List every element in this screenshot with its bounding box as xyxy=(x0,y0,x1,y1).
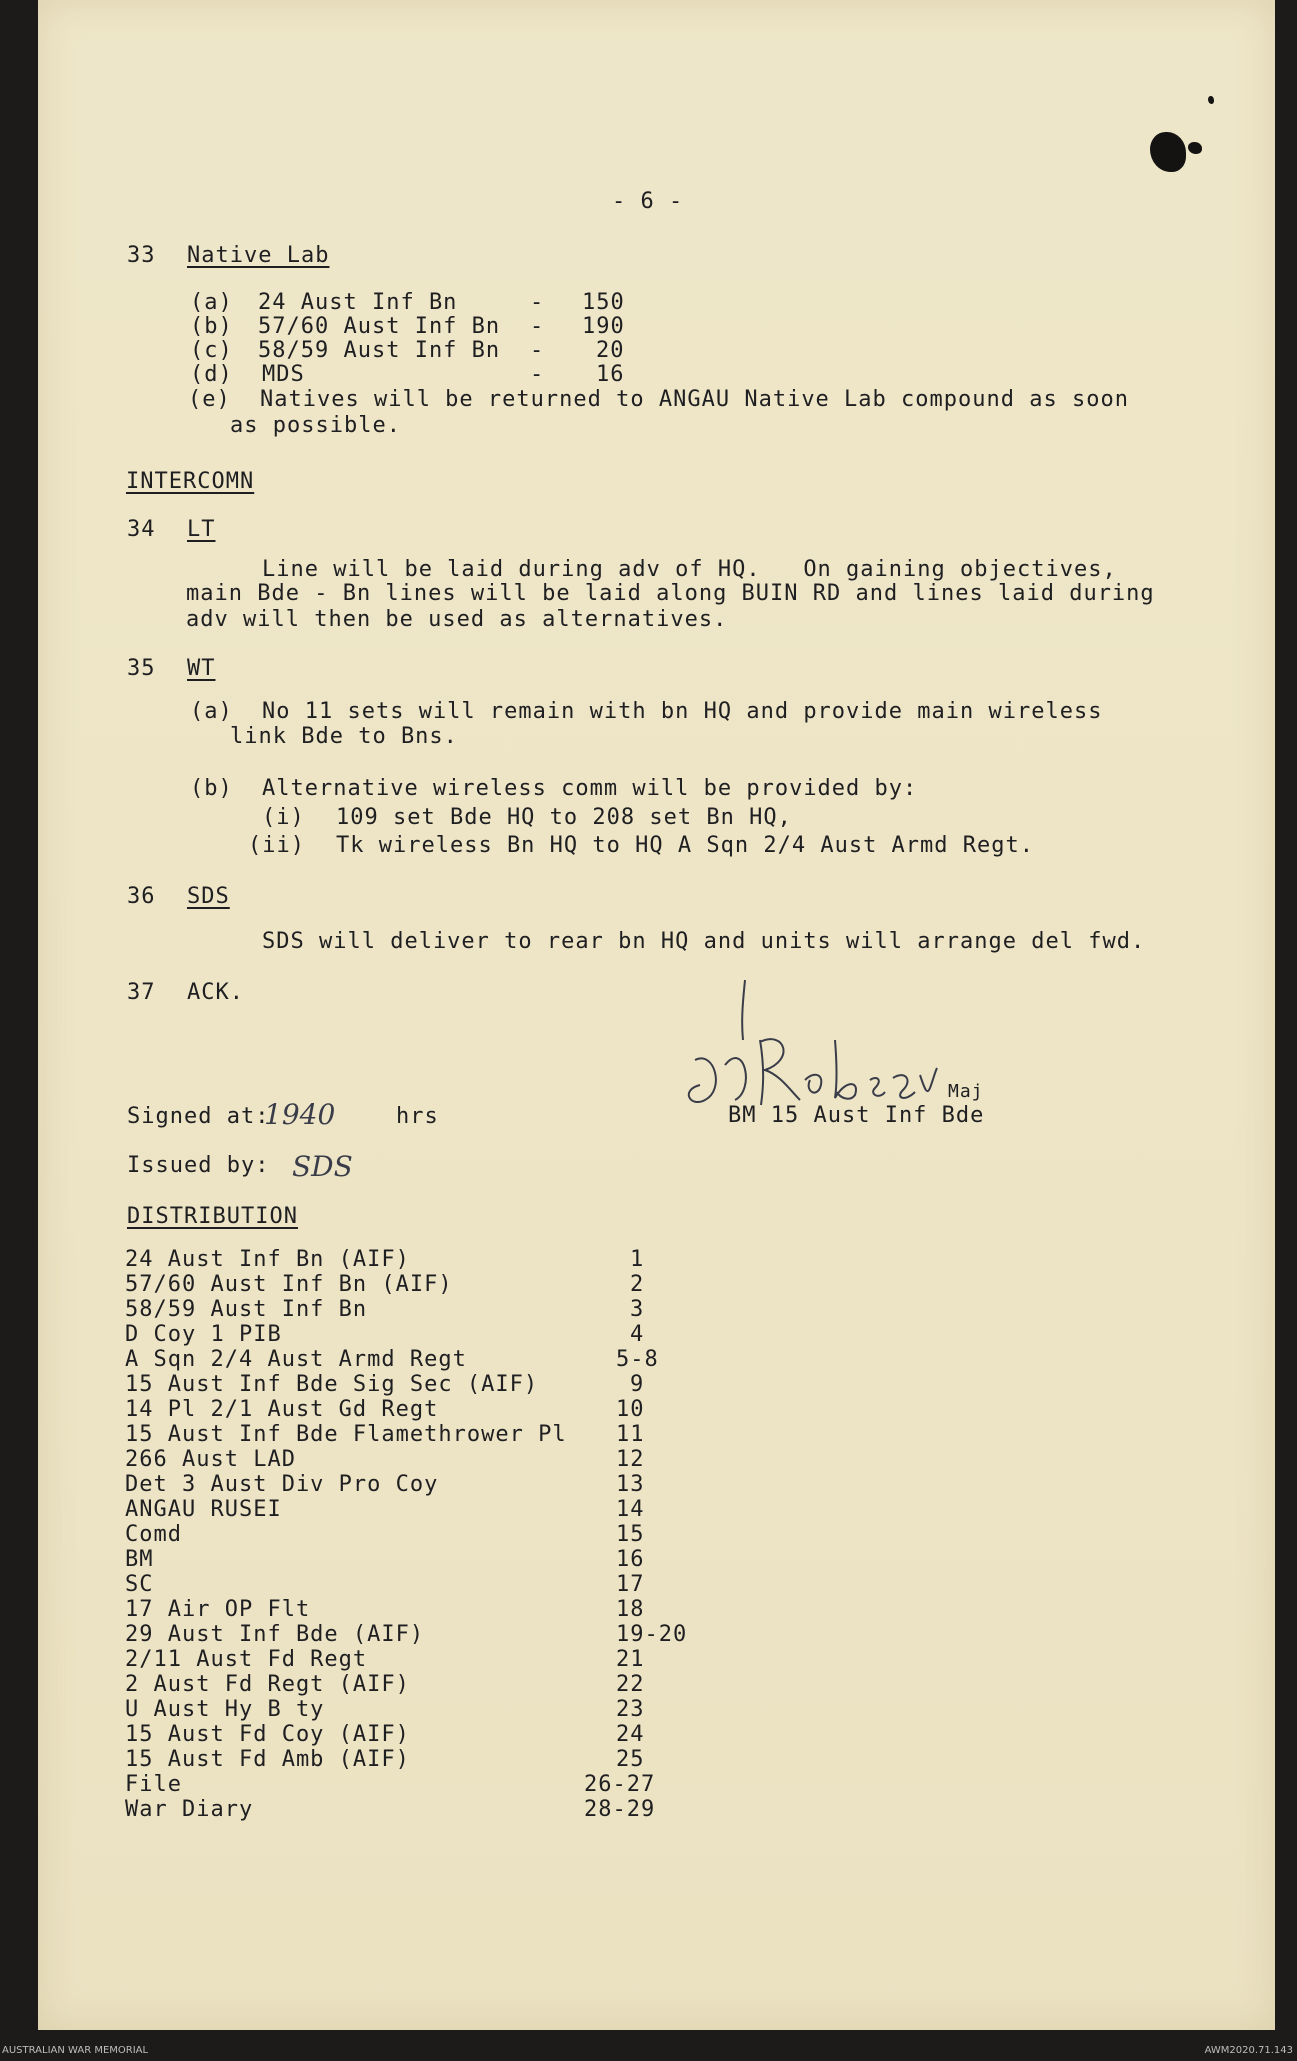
para-33-number: 33 xyxy=(127,243,156,268)
distribution-row-name: 2/11 Aust Fd Regt xyxy=(125,1647,368,1672)
distribution-row-name: 17 Air OP Flt xyxy=(125,1597,311,1622)
para-35-b-label: (b) xyxy=(190,776,233,801)
distribution-heading: DISTRIBUTION xyxy=(127,1204,298,1229)
native-lab-item-qty: 20 xyxy=(596,338,625,363)
distribution-row-copy: 12 xyxy=(616,1447,645,1472)
para-35-b-i-text: 109 set Bde HQ to 208 set Bn HQ, xyxy=(336,805,792,830)
distribution-row-copy: 22 xyxy=(616,1672,645,1697)
distribution-row-copy: 24 xyxy=(616,1722,645,1747)
distribution-row-copy: 26-27 xyxy=(584,1772,656,1797)
native-lab-item-e-line1: Natives will be returned to ANGAU Native Lab compound as soon xyxy=(260,387,1129,412)
para-36-title: SDS xyxy=(187,884,230,909)
distribution-row-name: 266 Aust LAD xyxy=(125,1447,296,1472)
para-34-line1: Line will be laid during adv of HQ. On gaining objectives, xyxy=(262,557,1117,582)
distribution-row-name: 58/59 Aust Inf Bn xyxy=(125,1297,368,1322)
footer-institution: AUSTRALIAN WAR MEMORIAL xyxy=(2,2045,149,2056)
para-37-text: ACK. xyxy=(187,980,244,1005)
distribution-row-copy: 10 xyxy=(616,1397,645,1422)
native-lab-item-unit: 24 Aust Inf Bn xyxy=(258,290,458,315)
para-35-b-text: Alternative wireless comm will be provided by: xyxy=(262,776,918,801)
distribution-row-name: 15 Aust Inf Bde Sig Sec (AIF) xyxy=(125,1372,539,1397)
issued-by-label: Issued by: xyxy=(127,1153,270,1178)
signatory-appointment: BM 15 Aust Inf Bde xyxy=(728,1103,985,1128)
native-lab-item-e-line2: as possible. xyxy=(230,413,401,438)
paper-damage-mark xyxy=(1150,132,1186,172)
para-35-number: 35 xyxy=(127,656,156,681)
distribution-row-copy: 3 xyxy=(630,1297,645,1322)
distribution-row-copy: 25 xyxy=(616,1747,645,1772)
para-34-line2: main Bde - Bn lines will be laid along BUIN RD and lines laid during xyxy=(186,581,1155,606)
native-lab-item-dash: - xyxy=(530,338,545,363)
issued-by-handwritten: SDS xyxy=(292,1150,353,1183)
signatory-rank: Maj xyxy=(948,1081,984,1102)
distribution-row-name: Comd xyxy=(125,1522,182,1547)
native-lab-item-qty: 190 xyxy=(582,314,625,339)
para-36-number: 36 xyxy=(127,884,156,909)
para-35-a-line1: No 11 sets will remain with bn HQ and provide main wireless xyxy=(262,699,1103,724)
para-35-b-ii-text: Tk wireless Bn HQ to HQ A Sqn 2/4 Aust Armd Regt. xyxy=(336,833,1035,858)
para-34-number: 34 xyxy=(127,517,156,542)
para-35-b-ii-label: (ii) xyxy=(248,833,305,858)
native-lab-item-label: (c) xyxy=(190,338,233,363)
paper-damage-mark xyxy=(1208,96,1214,104)
native-lab-item-dash: - xyxy=(530,290,545,315)
footer-accession-number: AWM2020.71.143 xyxy=(1204,2045,1293,2056)
distribution-row-copy: 11 xyxy=(616,1422,645,1447)
para-37-number: 37 xyxy=(127,980,156,1005)
native-lab-item-dash: - xyxy=(530,314,545,339)
distribution-row-name: SC xyxy=(125,1572,154,1597)
distribution-row-copy: 19-20 xyxy=(616,1622,688,1647)
distribution-row-copy: 5-8 xyxy=(616,1347,659,1372)
distribution-row-copy: 14 xyxy=(616,1497,645,1522)
signed-hrs-label: hrs xyxy=(396,1104,439,1129)
distribution-row-name: BM xyxy=(125,1547,154,1572)
distribution-row-name: 29 Aust Inf Bde (AIF) xyxy=(125,1622,425,1647)
para-35-a-label: (a) xyxy=(190,699,233,724)
native-lab-item-unit: 57/60 Aust Inf Bn xyxy=(258,314,501,339)
distribution-row-name: 15 Aust Inf Bde Flamethrower Pl xyxy=(125,1422,567,1447)
para-33-title: Native Lab xyxy=(187,243,330,268)
distribution-row-copy: 23 xyxy=(616,1697,645,1722)
distribution-row-name: 57/60 Aust Inf Bn (AIF) xyxy=(125,1272,453,1297)
para-35-title: WT xyxy=(187,656,216,681)
archive-footer xyxy=(0,2041,1297,2061)
distribution-row-copy: 2 xyxy=(630,1272,645,1297)
signed-time-handwritten: 1940 xyxy=(264,1098,336,1131)
distribution-row-name: File xyxy=(125,1772,182,1797)
native-lab-item-unit: MDS xyxy=(262,362,305,387)
native-lab-item-unit: 58/59 Aust Inf Bn xyxy=(258,338,501,363)
distribution-row-copy: 1 xyxy=(630,1247,645,1272)
distribution-row-name: 15 Aust Fd Coy (AIF) xyxy=(125,1722,410,1747)
native-lab-item-label: (a) xyxy=(190,290,233,315)
section-heading-intercomn: INTERCOMN xyxy=(126,469,255,494)
distribution-row-name: Det 3 Aust Div Pro Coy xyxy=(125,1472,439,1497)
native-lab-item-qty: 150 xyxy=(582,290,625,315)
para-35-b-i-label: (i) xyxy=(262,805,305,830)
paper-damage-mark xyxy=(1188,142,1202,154)
distribution-row-name: U Aust Hy B ty xyxy=(125,1697,325,1722)
para-36-text: SDS will deliver to rear bn HQ and units will arrange del fwd. xyxy=(262,929,1146,954)
distribution-row-copy: 13 xyxy=(616,1472,645,1497)
native-lab-item-qty: 16 xyxy=(596,362,625,387)
para-35-a-line2: link Bde to Bns. xyxy=(230,724,458,749)
distribution-row-name: D Coy 1 PIB xyxy=(125,1322,282,1347)
distribution-row-name: 15 Aust Fd Amb (AIF) xyxy=(125,1747,410,1772)
signed-at-label: Signed at: xyxy=(127,1104,270,1129)
page-number: - 6 - xyxy=(612,189,684,214)
distribution-row-name: 14 Pl 2/1 Aust Gd Regt xyxy=(125,1397,439,1422)
distribution-row-name: 2 Aust Fd Regt (AIF) xyxy=(125,1672,410,1697)
handwritten-signature xyxy=(665,980,1045,1120)
distribution-row-name: 24 Aust Inf Bn (AIF) xyxy=(125,1247,410,1272)
distribution-row-copy: 15 xyxy=(616,1522,645,1547)
para-34-line3: adv will then be used as alternatives. xyxy=(186,607,728,632)
distribution-row-name: A Sqn 2/4 Aust Armd Regt xyxy=(125,1347,467,1372)
distribution-row-copy: 4 xyxy=(630,1322,645,1347)
native-lab-item-dash: - xyxy=(530,362,545,387)
distribution-row-copy: 28-29 xyxy=(584,1797,656,1822)
native-lab-item-label: (e) xyxy=(188,387,231,412)
distribution-row-name: War Diary xyxy=(125,1797,254,1822)
distribution-row-copy: 16 xyxy=(616,1547,645,1572)
distribution-row-copy: 17 xyxy=(616,1572,645,1597)
distribution-row-copy: 21 xyxy=(616,1647,645,1672)
native-lab-item-label: (b) xyxy=(190,314,233,339)
distribution-row-copy: 9 xyxy=(630,1372,645,1397)
distribution-row-name: ANGAU RUSEI xyxy=(125,1497,282,1522)
native-lab-item-label: (d) xyxy=(190,362,233,387)
para-34-title: LT xyxy=(187,517,216,542)
distribution-row-copy: 18 xyxy=(616,1597,645,1622)
